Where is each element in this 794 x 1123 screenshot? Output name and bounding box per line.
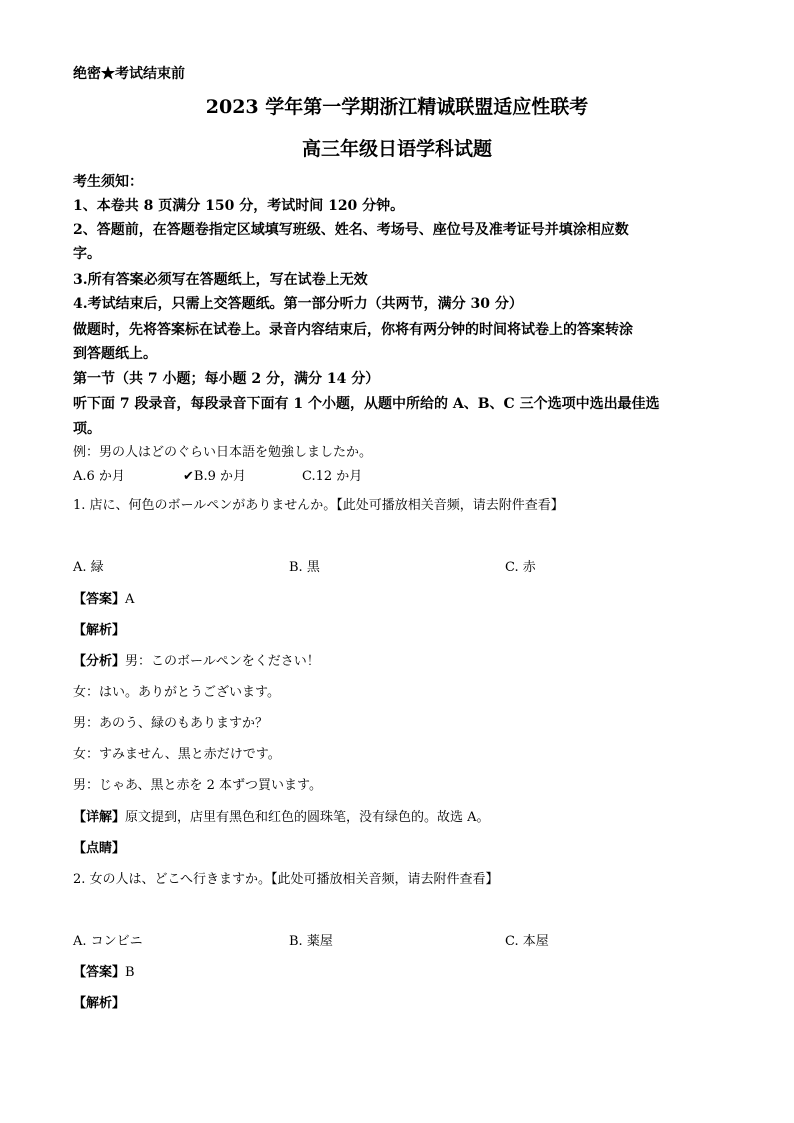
secret-label: 绝密★考试结束前 xyxy=(73,66,185,82)
q1-answer-value: A xyxy=(125,592,135,607)
notice-item-3: 3.所有答案必须写在答题纸上，写在试卷上无效 xyxy=(73,272,368,288)
notice-item-2b: 字。 xyxy=(73,246,101,262)
q1-dialog-line-2: 女：はい。ありがとうございます。 xyxy=(73,685,280,700)
q2-analysis-tag: 【解析】 xyxy=(73,996,126,1011)
q1-option-a: A. 緑 xyxy=(73,560,104,575)
notice-heading: 考生须知： xyxy=(73,174,143,190)
exam-subtitle: 高三年级日语学科试题 xyxy=(301,138,492,160)
q1-question: 1. 店に、何色のボールペンがありませんか。【此处可播放相关音频，请去附件查看】 xyxy=(73,498,564,513)
notice-item-4: 4.考试结束后，只需上交答题纸。第一部分听力（共两节，满分 30 分） xyxy=(73,296,523,312)
q2-option-b: B. 薬屋 xyxy=(289,934,333,949)
notice-item-5b: 到答题纸上。 xyxy=(73,346,157,362)
q1-answer xyxy=(73,590,134,610)
detail-tag: 【详解】 xyxy=(73,810,126,825)
instructions-b: 项。 xyxy=(73,421,101,437)
section-heading: 第一节（共 7 小题；每小题 2 分，满分 14 分） xyxy=(73,371,380,387)
q1-option-b: B. 黒 xyxy=(289,560,320,575)
q1-dialog-line-1 xyxy=(73,652,320,672)
notice-item-5a: 做题时，先将答案标在试卷上。录音内容结束后，你将有两分钟的时间将试卷上的答案转涂 xyxy=(73,322,633,338)
dialog-text: 男：このボールペンをください！ xyxy=(125,654,320,669)
q1-analysis-tag: 【解析】 xyxy=(73,623,126,638)
q1-dialog-line-3: 男：あのう、緑のもありますか？ xyxy=(73,716,269,731)
exam-title: 2023 学年第一学期浙江精诚联盟适应性联考 xyxy=(205,96,589,118)
q1-detail-text: 原文提到，店里有黑色和红色的圆珠笔，没有绿色的。故选 A。 xyxy=(125,810,490,825)
q1-dialog-line-5: 男：じゃあ、黒と赤を 2 本ずつ買います。 xyxy=(73,778,322,793)
notice-item-2a: 2、答题前，在答题卷指定区域填写班级、姓名、考场号、座位号及准考证号并填涂相应数 xyxy=(73,222,629,238)
q2-answer-value: B xyxy=(125,965,135,980)
q1-dialog-line-4: 女：すみません、黒と赤だけです。 xyxy=(73,747,281,762)
answer-tag: 【答案】 xyxy=(73,592,126,607)
instructions-a: 听下面 7 段录音，每段录音下面有 1 个小题，从题中所给的 A、B、C 三个选项中选出最佳选 xyxy=(73,396,660,412)
example-option-a: A.6 か月 xyxy=(73,469,125,484)
example-option-c: C.12 か月 xyxy=(302,469,363,484)
answer-tag: 【答案】 xyxy=(73,965,126,980)
example-option-b: ✔B.9 か月 xyxy=(183,469,246,484)
q1-option-c: C. 赤 xyxy=(505,560,536,575)
q2-question: 2. 女の人は、どこへ行きますか。【此处可播放相关音频，请去附件查看】 xyxy=(73,872,499,887)
notice-item-1: 1、本卷共 8 页满分 150 分，考试时间 120 分钟。 xyxy=(73,198,405,214)
q2-option-a: A. コンビニ xyxy=(73,934,143,949)
q1-detail xyxy=(73,808,490,828)
q2-answer xyxy=(73,963,135,983)
fenxi-tag: 【分析】 xyxy=(73,654,126,669)
example-question: 例：男の人はどのぐらい日本語を勉強しましたか。 xyxy=(73,445,373,460)
q2-option-c: C. 本屋 xyxy=(505,934,549,949)
q1-point-tag: 【点睛】 xyxy=(73,841,126,856)
